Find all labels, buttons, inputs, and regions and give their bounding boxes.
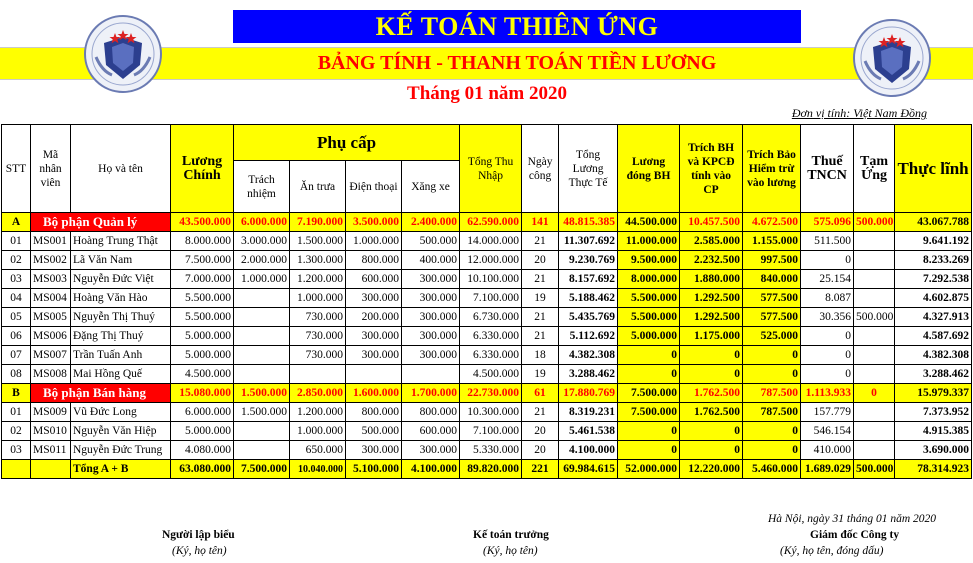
table-cell: 01 — [2, 403, 31, 422]
table-cell: Nguyễn Đức Việt — [71, 270, 171, 289]
table-cell: 4.915.385 — [895, 422, 972, 441]
table-cell: 03 — [2, 270, 31, 289]
grand-total-cell: 63.080.000 — [171, 460, 234, 479]
table-cell: MS008 — [31, 365, 71, 384]
table-cell: MS004 — [31, 289, 71, 308]
group-name: Bộ phận Bán hàng — [31, 384, 171, 403]
col-phu-cap: Phụ cấp — [234, 125, 460, 161]
table-cell — [234, 365, 290, 384]
table-cell: 546.154 — [801, 422, 854, 441]
table-cell: 4.382.308 — [559, 346, 618, 365]
table-cell: 6.730.000 — [460, 308, 522, 327]
table-cell: 8.157.692 — [559, 270, 618, 289]
grand-total-cell: 10.040.000 — [290, 460, 346, 479]
grand-total-cell: 5.460.000 — [743, 460, 801, 479]
table-cell: 1.292.500 — [680, 289, 743, 308]
group-name: Bộ phận Quản lý — [31, 213, 171, 232]
table-cell — [290, 365, 346, 384]
table-cell: 600.000 — [346, 270, 402, 289]
table-cell: 0 — [618, 365, 680, 384]
table-cell: 3.690.000 — [895, 441, 972, 460]
group-total-cell: 0 — [854, 384, 895, 403]
group-total-cell: 17.880.769 — [559, 384, 618, 403]
company-logo-right — [851, 17, 933, 99]
col-thuc-linh: Thực lĩnh — [895, 125, 972, 213]
col-ma-nv: Mã nhân viên — [31, 125, 71, 213]
grand-total-cell: 500.000 — [854, 460, 895, 479]
table-cell: 5.500.000 — [618, 289, 680, 308]
table-cell: 1.762.500 — [680, 403, 743, 422]
table-cell: 3.000.000 — [234, 232, 290, 251]
table-cell: 6.330.000 — [460, 346, 522, 365]
table-cell: Vũ Đức Long — [71, 403, 171, 422]
table-cell: 4.500.000 — [460, 365, 522, 384]
table-cell: 2.585.000 — [680, 232, 743, 251]
table-cell: MS011 — [31, 441, 71, 460]
table-cell — [854, 270, 895, 289]
table-cell — [854, 289, 895, 308]
col-ngay-cong: Ngày công — [522, 125, 559, 213]
table-cell: 18 — [522, 346, 559, 365]
table-cell: 5.188.462 — [559, 289, 618, 308]
col-luong-chinh: Lương Chính — [171, 125, 234, 213]
group-code: A — [2, 213, 31, 232]
table-cell: 7.000.000 — [171, 270, 234, 289]
table-cell: 5.500.000 — [618, 308, 680, 327]
table-cell: Nguyễn Văn Hiệp — [71, 422, 171, 441]
table-cell: 300.000 — [402, 327, 460, 346]
table-cell: 1.500.000 — [234, 403, 290, 422]
table-cell: 4.080.000 — [171, 441, 234, 460]
table-cell: 157.779 — [801, 403, 854, 422]
table-cell: 0 — [801, 327, 854, 346]
table-cell: 300.000 — [346, 289, 402, 308]
table-cell: 20 — [522, 441, 559, 460]
signer-note-1: (Ký, họ tên) — [172, 545, 227, 557]
table-row — [2, 308, 972, 327]
table-cell: 4.382.308 — [895, 346, 972, 365]
table-cell: 0 — [680, 422, 743, 441]
col-ho-ten: Họ và tên — [71, 125, 171, 213]
table-cell: 600.000 — [402, 422, 460, 441]
table-cell: Lã Văn Nam — [71, 251, 171, 270]
table-cell: 5.330.000 — [460, 441, 522, 460]
table-cell: 0 — [618, 422, 680, 441]
table-cell: 511.500 — [801, 232, 854, 251]
table-cell: 7.500.000 — [618, 403, 680, 422]
currency-unit: Đơn vị tính: Việt Nam Đồng — [791, 106, 927, 120]
table-cell: MS003 — [31, 270, 71, 289]
table-cell — [854, 251, 895, 270]
table-cell: 3.288.462 — [559, 365, 618, 384]
table-cell: 500.000 — [402, 232, 460, 251]
table-cell: MS005 — [31, 308, 71, 327]
table-cell: 1.000.000 — [290, 422, 346, 441]
table-cell: 0 — [680, 365, 743, 384]
period-label: Tháng 01 năm 2020 — [407, 83, 567, 104]
table-row — [2, 422, 972, 441]
table-cell: 04 — [2, 289, 31, 308]
table-cell — [234, 422, 290, 441]
table-cell: 3.288.462 — [895, 365, 972, 384]
table-cell: 25.154 — [801, 270, 854, 289]
table-cell — [402, 365, 460, 384]
group-row — [2, 384, 972, 403]
table-cell: 7.373.952 — [895, 403, 972, 422]
table-cell: 6.000.000 — [171, 403, 234, 422]
group-total-cell: 15.080.000 — [171, 384, 234, 403]
table-cell — [854, 327, 895, 346]
col-tong-luong-thuc-te: Tổng Lương Thực Tế — [559, 125, 618, 213]
table-row — [2, 403, 972, 422]
table-cell: 1.300.000 — [290, 251, 346, 270]
group-total-cell: 4.672.500 — [743, 213, 801, 232]
table-cell: 4.500.000 — [171, 365, 234, 384]
table-cell: 300.000 — [402, 346, 460, 365]
table-cell: 11.000.000 — [618, 232, 680, 251]
grand-total-cell: 7.500.000 — [234, 460, 290, 479]
grand-total-cell: 78.314.923 — [895, 460, 972, 479]
table-cell: 5.000.000 — [171, 327, 234, 346]
table-cell: 7.100.000 — [460, 289, 522, 308]
table-cell: 300.000 — [402, 289, 460, 308]
table-cell: Đặng Thị Thuý — [71, 327, 171, 346]
grand-total-blank — [2, 460, 31, 479]
table-cell: 11.307.692 — [559, 232, 618, 251]
table-cell: 410.000 — [801, 441, 854, 460]
table-cell: 5.000.000 — [618, 327, 680, 346]
table-cell: 5.000.000 — [171, 346, 234, 365]
table-row — [2, 270, 972, 289]
table-cell: 02 — [2, 422, 31, 441]
table-cell — [854, 232, 895, 251]
table-cell: MS010 — [31, 422, 71, 441]
col-an-trua: Ăn trưa — [290, 161, 346, 213]
table-cell: 02 — [2, 251, 31, 270]
table-cell: 19 — [522, 365, 559, 384]
col-trach-nhiem: Trách nhiệm — [234, 161, 290, 213]
table-cell: 5.435.769 — [559, 308, 618, 327]
group-total-cell: 48.815.385 — [559, 213, 618, 232]
table-cell: 01 — [2, 232, 31, 251]
group-total-cell: 1.700.000 — [402, 384, 460, 403]
table-cell: 650.000 — [290, 441, 346, 460]
table-cell: 0 — [743, 441, 801, 460]
group-total-cell: 22.730.000 — [460, 384, 522, 403]
col-dien-thoai: Điện thoại — [346, 161, 402, 213]
table-cell: 8.000.000 — [171, 232, 234, 251]
table-cell: 1.000.000 — [346, 232, 402, 251]
payroll-table — [1, 124, 972, 479]
table-cell — [234, 327, 290, 346]
table-row — [2, 365, 972, 384]
table-cell: 06 — [2, 327, 31, 346]
col-tong-thu-nhap: Tổng Thu Nhập — [460, 125, 522, 213]
table-cell: 07 — [2, 346, 31, 365]
table-cell: 7.500.000 — [171, 251, 234, 270]
table-cell: 8.000.000 — [618, 270, 680, 289]
table-cell — [234, 308, 290, 327]
table-row — [2, 251, 972, 270]
table-cell: 5.461.538 — [559, 422, 618, 441]
table-cell: 9.641.192 — [895, 232, 972, 251]
table-cell — [234, 289, 290, 308]
sign-date: Hà Nội, ngày 31 tháng 01 năm 2020 — [768, 513, 937, 525]
group-total-cell: 3.500.000 — [346, 213, 402, 232]
table-cell — [854, 441, 895, 460]
table-cell: 7.100.000 — [460, 422, 522, 441]
table-cell: MS009 — [31, 403, 71, 422]
table-cell — [234, 346, 290, 365]
company-logo-left — [82, 13, 164, 95]
table-cell: 9.500.000 — [618, 251, 680, 270]
table-cell: 300.000 — [346, 441, 402, 460]
table-cell: 0 — [680, 441, 743, 460]
table-cell: 2.000.000 — [234, 251, 290, 270]
table-cell: 2.232.500 — [680, 251, 743, 270]
group-total-cell: 43.067.788 — [895, 213, 972, 232]
group-total-cell: 7.190.000 — [290, 213, 346, 232]
table-cell: 300.000 — [402, 270, 460, 289]
group-total-cell: 1.500.000 — [234, 384, 290, 403]
table-cell: 03 — [2, 441, 31, 460]
table-cell: 800.000 — [346, 251, 402, 270]
group-total-cell: 43.500.000 — [171, 213, 234, 232]
table-cell: 0 — [743, 346, 801, 365]
table-cell: 5.500.000 — [171, 289, 234, 308]
group-total-cell: 1.600.000 — [346, 384, 402, 403]
table-cell: 200.000 — [346, 308, 402, 327]
grand-total-cell: 89.820.000 — [460, 460, 522, 479]
table-cell: 1.000.000 — [290, 289, 346, 308]
group-total-cell: 10.457.500 — [680, 213, 743, 232]
table-cell: 300.000 — [346, 346, 402, 365]
group-total-cell: 15.979.337 — [895, 384, 972, 403]
group-total-cell: 62.590.000 — [460, 213, 522, 232]
table-cell: MS002 — [31, 251, 71, 270]
grand-total-row — [2, 460, 972, 479]
table-cell: Nguyễn Thị Thuý — [71, 308, 171, 327]
table-cell: 10.100.000 — [460, 270, 522, 289]
table-cell: 1.200.000 — [290, 403, 346, 422]
table-cell: 4.100.000 — [559, 441, 618, 460]
table-cell: 5.112.692 — [559, 327, 618, 346]
table-cell: Hoàng Văn Hào — [71, 289, 171, 308]
table-cell: 14.000.000 — [460, 232, 522, 251]
table-cell: 6.330.000 — [460, 327, 522, 346]
table-cell — [234, 441, 290, 460]
table-cell: 300.000 — [402, 441, 460, 460]
table-cell — [854, 422, 895, 441]
grand-total-cell: 52.000.000 — [618, 460, 680, 479]
grand-total-cell: 4.100.000 — [402, 460, 460, 479]
table-cell: 19 — [522, 289, 559, 308]
col-thue: Thuế TNCN — [801, 125, 854, 213]
table-cell: 787.500 — [743, 403, 801, 422]
grand-total-cell: 1.689.029 — [801, 460, 854, 479]
table-cell: 300.000 — [402, 308, 460, 327]
group-total-cell: 6.000.000 — [234, 213, 290, 232]
col-stt: STT — [2, 125, 31, 213]
table-cell: 7.292.538 — [895, 270, 972, 289]
table-cell: 1.880.000 — [680, 270, 743, 289]
table-cell: Hoàng Trung Thật — [71, 232, 171, 251]
table-cell: 1.200.000 — [290, 270, 346, 289]
grand-total-label: Tổng A + B — [71, 460, 171, 479]
table-cell: 1.175.000 — [680, 327, 743, 346]
table-cell: 20 — [522, 251, 559, 270]
table-cell: 840.000 — [743, 270, 801, 289]
signer-note-3: (Ký, họ tên, đóng dấu) — [780, 545, 884, 557]
table-cell: 21 — [522, 308, 559, 327]
table-cell: 0 — [801, 251, 854, 270]
table-row — [2, 327, 972, 346]
group-total-cell: 7.500.000 — [618, 384, 680, 403]
group-total-cell: 1.762.500 — [680, 384, 743, 403]
table-cell: 4.587.692 — [895, 327, 972, 346]
table-cell: 0 — [743, 422, 801, 441]
table-cell: MS001 — [31, 232, 71, 251]
table-cell — [854, 365, 895, 384]
signer-title-1: Người lập biểu — [162, 529, 235, 541]
table-cell: 500.000 — [854, 308, 895, 327]
table-cell: 800.000 — [402, 403, 460, 422]
table-cell: 730.000 — [290, 346, 346, 365]
table-cell: 8.233.269 — [895, 251, 972, 270]
table-cell: 21 — [522, 403, 559, 422]
table-cell: 997.500 — [743, 251, 801, 270]
group-total-cell: 787.500 — [743, 384, 801, 403]
col-xang-xe: Xăng xe — [402, 161, 460, 213]
table-cell: 300.000 — [346, 327, 402, 346]
group-total-cell: 141 — [522, 213, 559, 232]
col-trich-bh-cp: Trích BH và KPCĐ tính vào CP — [680, 125, 743, 213]
table-cell: 525.000 — [743, 327, 801, 346]
table-cell: 1.000.000 — [234, 270, 290, 289]
group-total-cell: 44.500.000 — [618, 213, 680, 232]
table-cell: MS007 — [31, 346, 71, 365]
table-cell: 8.087 — [801, 289, 854, 308]
table-cell: 500.000 — [346, 422, 402, 441]
table-cell: 5.000.000 — [171, 422, 234, 441]
col-trich-bh-luong: Trích Bảo Hiểm trừ vào lương — [743, 125, 801, 213]
table-cell: 21 — [522, 327, 559, 346]
table-cell: Mai Hồng Quế — [71, 365, 171, 384]
sheet-subtitle: BẢNG TÍNH - THANH TOÁN TIỀN LƯƠNG — [317, 52, 717, 74]
payroll-body — [2, 213, 972, 479]
grand-total-cell: 5.100.000 — [346, 460, 402, 479]
group-total-cell: 1.113.933 — [801, 384, 854, 403]
table-cell: 4.602.875 — [895, 289, 972, 308]
col-tam-ung: Tạm Ứng — [854, 125, 895, 213]
table-row — [2, 289, 972, 308]
table-cell: 1.500.000 — [290, 232, 346, 251]
table-cell: 400.000 — [402, 251, 460, 270]
table-cell: 0 — [618, 441, 680, 460]
group-row — [2, 213, 972, 232]
table-row — [2, 346, 972, 365]
grand-total-cell: 221 — [522, 460, 559, 479]
grand-total-blank — [31, 460, 71, 479]
table-cell: 21 — [522, 232, 559, 251]
table-cell: 8.319.231 — [559, 403, 618, 422]
table-cell — [854, 346, 895, 365]
table-cell: 05 — [2, 308, 31, 327]
grand-total-cell: 69.984.615 — [559, 460, 618, 479]
table-cell: 20 — [522, 422, 559, 441]
table-cell: 730.000 — [290, 327, 346, 346]
group-total-cell: 500.000 — [854, 213, 895, 232]
table-cell: MS006 — [31, 327, 71, 346]
table-cell: 21 — [522, 270, 559, 289]
table-cell: 4.327.913 — [895, 308, 972, 327]
table-cell: 730.000 — [290, 308, 346, 327]
table-cell: 577.500 — [743, 289, 801, 308]
group-code: B — [2, 384, 31, 403]
signer-title-2: Kế toán trưởng — [473, 529, 549, 541]
table-cell — [854, 403, 895, 422]
signer-title-3: Giám đốc Công ty — [810, 529, 900, 541]
table-cell: 08 — [2, 365, 31, 384]
table-cell: 5.500.000 — [171, 308, 234, 327]
group-total-cell: 2.400.000 — [402, 213, 460, 232]
table-cell: 1.155.000 — [743, 232, 801, 251]
table-cell: 0 — [680, 346, 743, 365]
table-row — [2, 232, 972, 251]
group-total-cell: 61 — [522, 384, 559, 403]
signer-note-2: (Ký, họ tên) — [483, 545, 538, 557]
table-cell: 12.000.000 — [460, 251, 522, 270]
table-cell: 9.230.769 — [559, 251, 618, 270]
table-cell: 800.000 — [346, 403, 402, 422]
table-cell: 0 — [801, 346, 854, 365]
grand-total-cell: 12.220.000 — [680, 460, 743, 479]
table-row — [2, 441, 972, 460]
table-cell: 10.300.000 — [460, 403, 522, 422]
group-total-cell: 575.096 — [801, 213, 854, 232]
table-cell: 0 — [618, 346, 680, 365]
col-luong-dong-bh: Lương đóng BH — [618, 125, 680, 213]
page-title: KẾ TOÁN THIÊN ỨNG — [233, 10, 801, 43]
table-cell: 0 — [801, 365, 854, 384]
table-cell: 0 — [743, 365, 801, 384]
table-cell: 1.292.500 — [680, 308, 743, 327]
table-cell: 577.500 — [743, 308, 801, 327]
table-cell — [346, 365, 402, 384]
group-total-cell: 2.850.000 — [290, 384, 346, 403]
table-cell: Nguyễn Đức Trung — [71, 441, 171, 460]
table-cell: Trần Tuấn Anh — [71, 346, 171, 365]
table-cell: 30.356 — [801, 308, 854, 327]
